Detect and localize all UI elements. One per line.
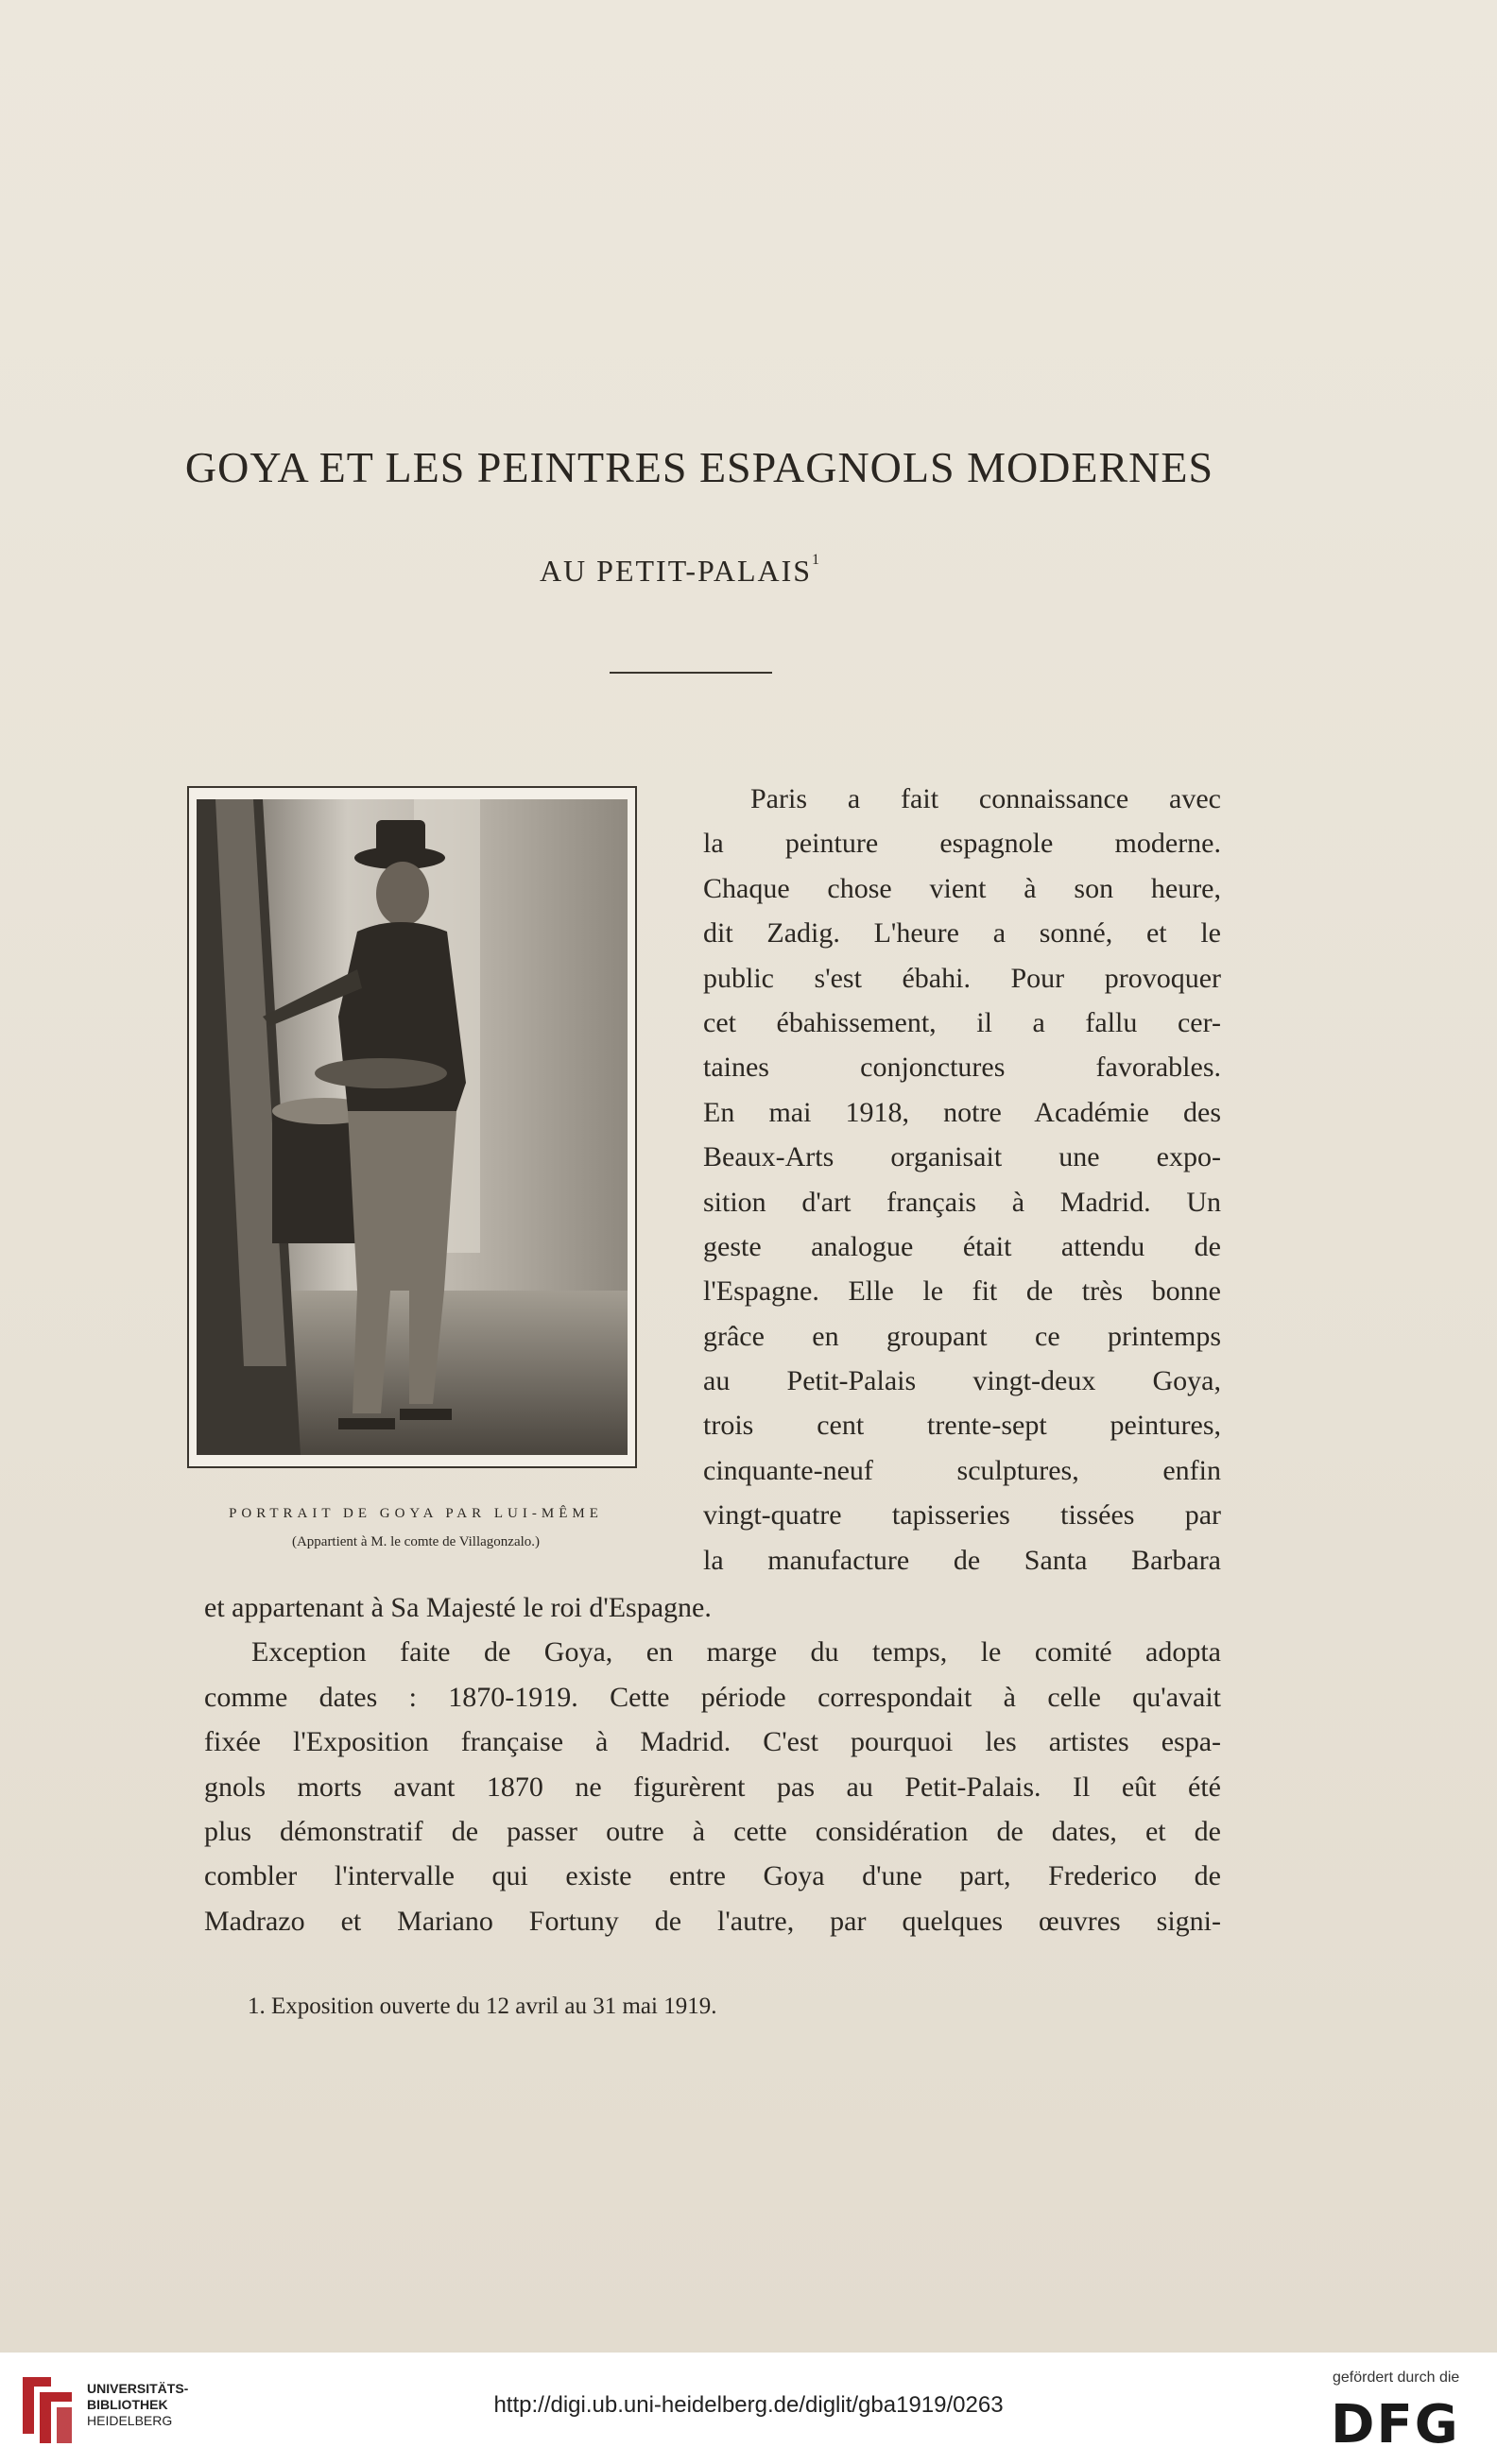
text-line: cet ébahissement, il a fallu cer-	[703, 1006, 1221, 1038]
dfg-logo: DFG	[1331, 2394, 1460, 2455]
footnote-marker: 1	[812, 552, 822, 569]
article-title: GOYA ET LES PEINTRES ESPAGNOLS MODERNES	[184, 443, 1214, 491]
text-line: taines conjonctures favorables.	[703, 1052, 1221, 1084]
text-column	[703, 777, 1221, 1583]
portrait-figure	[187, 786, 637, 1468]
portrait-image	[197, 799, 628, 1455]
document-url-link[interactable]: http://digi.ub.uni-heidelberg.de/diglit/gba1919/0263	[493, 2392, 1004, 2418]
text-line: trois cent trente-sept peintures,	[703, 1410, 1221, 1442]
text-line: Chaque chose vient à son heure,	[703, 872, 1221, 904]
text-line: fixée l'Exposition française à Madrid. C'est pourquoi les artistes espa-	[204, 1726, 1221, 1758]
text-line: En mai 1918, notre Académie des	[703, 1096, 1221, 1128]
figure-credit: (Appartient à M. le comte de Villagonzalo.)	[291, 1534, 541, 1549]
text-line: l'Espagne. Elle le fit de très bonne	[703, 1275, 1221, 1308]
viewer-footer	[0, 2353, 1497, 2464]
text-line: la peinture espagnole moderne.	[703, 828, 1221, 860]
article-subtitle	[454, 554, 907, 589]
subtitle-text: AU PETIT-PALAIS	[539, 554, 813, 588]
figure-caption: PORTRAIT DE GOYA PAR LUI-MÊME	[229, 1506, 603, 1521]
text-line: vingt-quatre tapisseries tissées par	[703, 1499, 1221, 1531]
text-line: gnols morts avant 1870 ne figurèrent pas au Petit-Palais. Il eût été	[204, 1771, 1221, 1803]
title-rule	[610, 672, 772, 674]
library-line: HEIDELBERG	[87, 2413, 173, 2428]
text-line: au Petit-Palais vingt-deux Goya,	[703, 1365, 1221, 1397]
text-line: comme dates : 1870-1919. Cette période correspondait à celle qu'avait	[204, 1681, 1221, 1713]
text-line: dit Zadig. L'heure a sonné, et le	[703, 917, 1221, 950]
text-line: grâce en groupant ce printemps	[703, 1320, 1221, 1352]
text-line: et appartenant à Sa Majesté le roi d'Espagne.	[204, 1592, 712, 1623]
library-line: BIBLIOTHEK	[87, 2397, 168, 2412]
text-line: combler l'intervalle qui existe entre Goya d'une part, Frederico de	[204, 1860, 1221, 1892]
body-text	[204, 1585, 1221, 1943]
text-line: Exception faite de Goya, en marge du temps, le comité adopta	[251, 1636, 1221, 1668]
text-line: la manufacture de Santa Barbara	[703, 1544, 1221, 1576]
text-line: plus démonstratif de passer outre à cette considération de dates, et de	[204, 1815, 1221, 1847]
text-line: public s'est ébahi. Pour provoquer	[703, 962, 1221, 994]
text-line: geste analogue était attendu de	[703, 1230, 1221, 1262]
footnote: 1. Exposition ouverte du 12 avril au 31 mai 1919.	[248, 1993, 717, 2019]
funding-label: gefördert durch die	[1333, 2370, 1460, 2386]
text-line: Madrazo et Mariano Fortuny de l'autre, par quelques œuvres signi-	[204, 1905, 1221, 1937]
text-line: sition d'art français à Madrid. Un	[703, 1186, 1221, 1218]
library-line: UNIVERSITÄTS-	[87, 2381, 189, 2396]
text-line: Paris a fait connaissance avec	[750, 783, 1221, 814]
text-line: cinquante-neuf sculptures, enfin	[703, 1454, 1221, 1486]
text-line: Beaux-Arts organisait une expo-	[703, 1141, 1221, 1173]
